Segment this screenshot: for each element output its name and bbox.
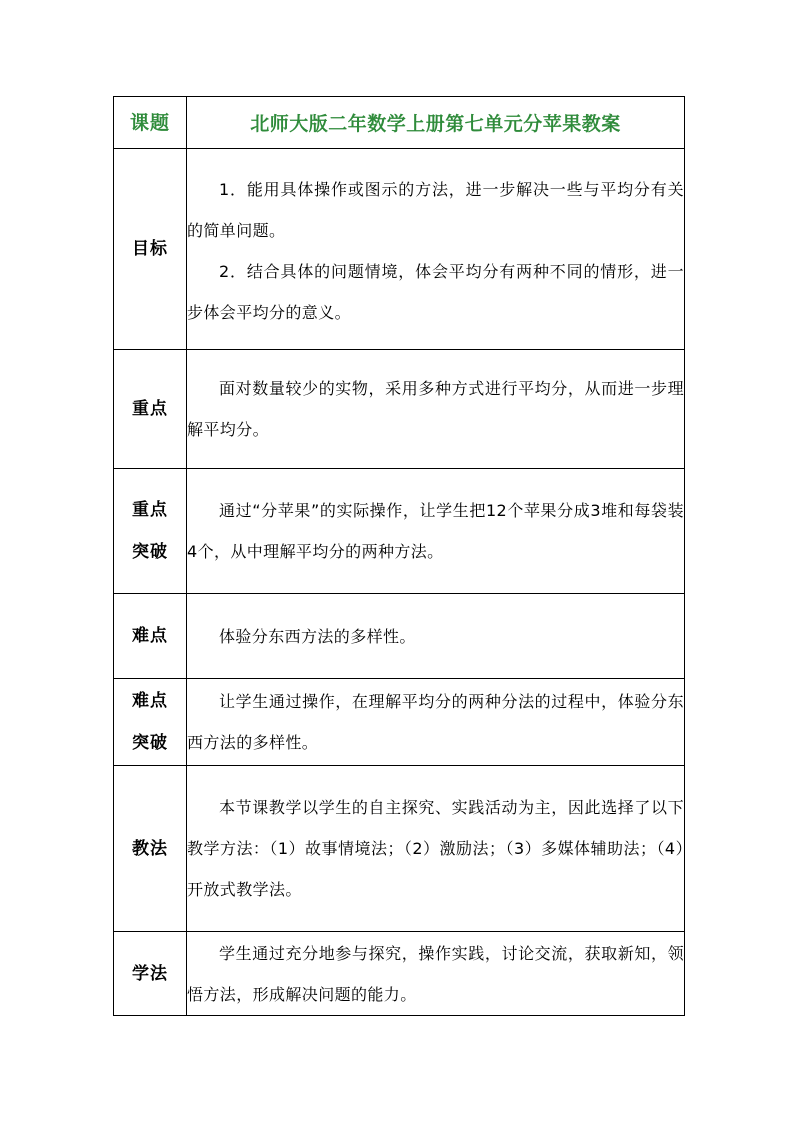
content-paragraph: 让学生通过操作，在理解平均分的两种分法的过程中，体验分东西方法的多样性。 [187, 692, 684, 752]
row-label-text: 重点 [132, 399, 168, 419]
title-row [114, 97, 685, 149]
goal-paragraph: 1．能用具体操作或图示的方法，进一步解决一些与平均分有关的简单问题。 [187, 180, 684, 240]
row-label-text: 难点 [132, 691, 168, 711]
key-breakthrough-label [114, 469, 187, 594]
content-paragraph: 体验分东西方法的多样性。 [219, 626, 416, 646]
row-label-text: 学法 [132, 963, 168, 984]
lesson-title: 北师大版二年数学上册第七单元分苹果教案 [187, 97, 685, 149]
key-point-row [114, 350, 685, 469]
difficulty-row [114, 594, 685, 679]
key-breakthrough-row [114, 469, 685, 594]
content-paragraph: 学生通过充分地参与探究，操作实践，讨论交流，获取新知，领悟方法，形成解决问题的能力。 [187, 943, 684, 1004]
row-label-text: 教法 [132, 838, 168, 859]
content-paragraph: 面对数量较少的实物，采用多种方式进行平均分，从而进一步理解平均分。 [187, 379, 684, 439]
teaching-method-row [114, 766, 685, 932]
topic-label: 课题 [114, 97, 187, 149]
lesson-plan-table [113, 96, 685, 1016]
teaching-method-content [187, 766, 685, 932]
row-label-text: 突破 [132, 542, 168, 562]
difficulty-breakthrough-label [114, 679, 187, 766]
row-label-text: 重点 [132, 500, 168, 520]
key-point-label [114, 350, 187, 469]
goals-row [114, 149, 685, 350]
goals-label [114, 149, 187, 350]
difficulty-label [114, 594, 187, 679]
learning-method-label [114, 932, 187, 1016]
key-point-content [187, 350, 685, 469]
teaching-method-label [114, 766, 187, 932]
key-breakthrough-content [187, 469, 685, 594]
row-label-text: 突破 [132, 733, 168, 753]
content-paragraph: 通过“分苹果”的实际操作，让学生把12个苹果分成3堆和每袋装4个，从中理解平均分的两种方法。 [187, 501, 684, 561]
row-label-text: 目标 [132, 239, 168, 259]
difficulty-breakthrough-content [187, 679, 685, 766]
difficulty-content [187, 594, 685, 679]
learning-method-content [187, 932, 685, 1016]
difficulty-breakthrough-row [114, 679, 685, 766]
row-label-text: 难点 [132, 626, 168, 646]
learning-method-row [114, 932, 685, 1016]
content-paragraph: 本节课教学以学生的自主探究、实践活动为主，因此选择了以下教学方法：（1）故事情境法；（2）激励法；（3）多媒体辅助法；（4）开放式教学法。 [187, 798, 684, 899]
goals-content [187, 149, 685, 350]
goal-paragraph: 2．结合具体的问题情境，体会平均分有两种不同的情形，进一步体会平均分的意义。 [187, 262, 684, 322]
